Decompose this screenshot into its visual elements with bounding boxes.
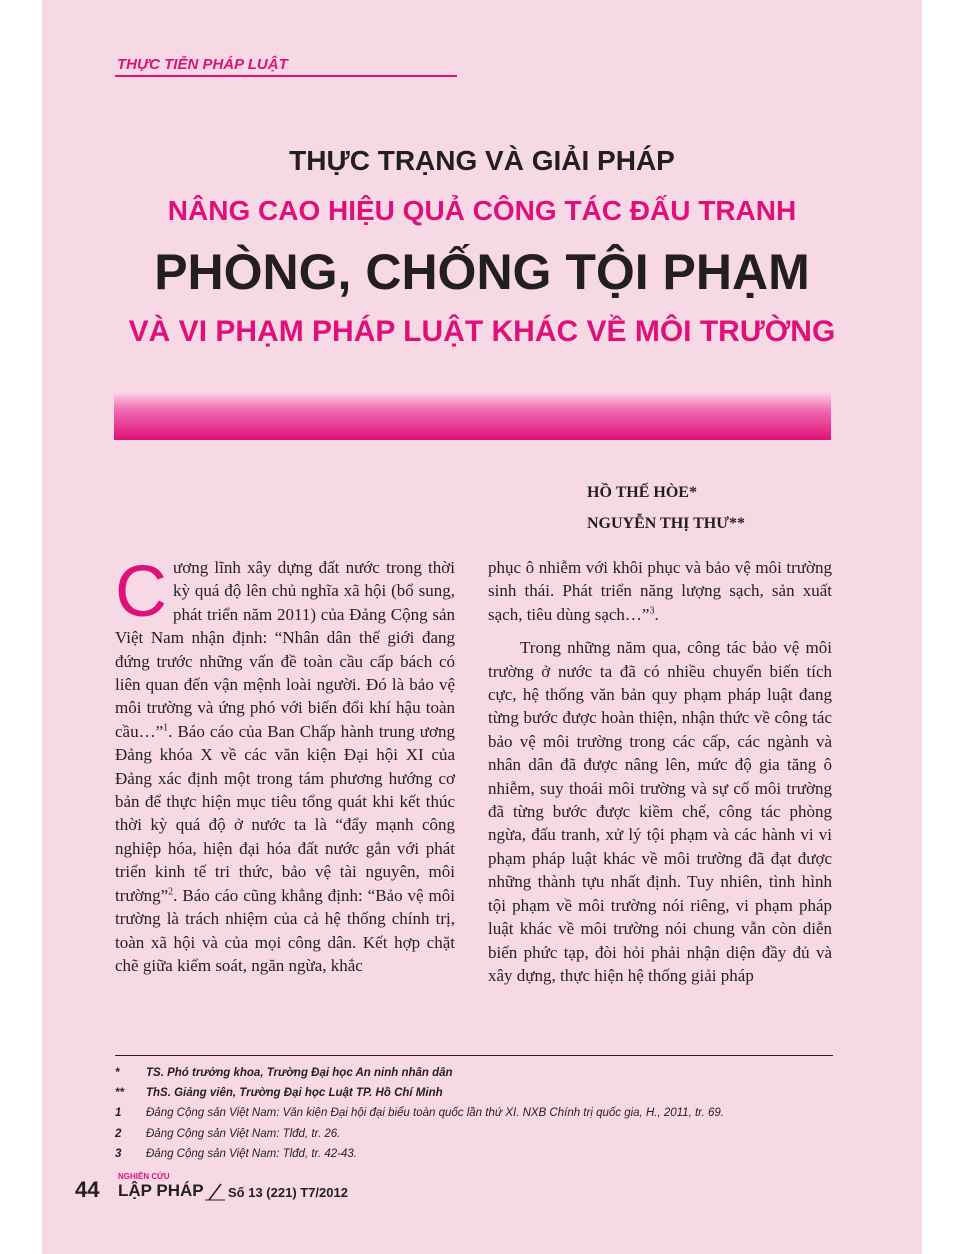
- body-column-right: [488, 556, 832, 987]
- title-line-3: PHÒNG, CHỐNG TỘI PHẠM: [154, 244, 810, 300]
- footnote-mark: 1: [115, 1107, 122, 1119]
- paragraph-intro: [115, 552, 455, 977]
- footnote-ref-2[interactable]: 2: [168, 886, 174, 898]
- title-line-4: VÀ VI PHẠM PHÁP LUẬT KHÁC VỀ MÔI TRƯỜNG: [128, 315, 836, 348]
- paragraph-text: ương lĩnh xây dựng đất nước trong thời kỳ quá độ lên chủ nghĩa xã hội (bổ sung, phát triển năm 2011) của Đảng Cộng sản Việt Nam nhận định: “Nhân dân thế giới đang đứng trước những vấn đề toàn cầu cấp bách có liên quan đến vận mệnh loài người. Đó là bảo vệ môi trường và ứng phó với biến đổi khí hậu toàn cầu…”: [115, 558, 455, 741]
- footnote-3: [115, 1107, 724, 1119]
- section-label: THỰC TIỄN PHÁP LUẬT: [117, 56, 288, 73]
- logo-top-text: NGHIÊN CỨU: [118, 1172, 170, 1181]
- footnote-rule: [115, 1055, 833, 1056]
- footnote-mark: 2: [115, 1128, 122, 1140]
- paragraph-text: .: [654, 604, 659, 624]
- paragraph-2: Trong những năm qua, công tác bảo vệ môi trường ở nước ta đã có nhiều chuyển biến tích cực, hệ thống văn bản quy phạm pháp luật đang từng bước được hoàn thiện, nhận thức về công tác bảo vệ môi trường trong các cấp, các ngành và nhân dân đã được nâng lên, mức độ gia tăng ô nhiễm, suy thoái môi trường và sự cố môi trường đã từng bước được kiềm chế, công tác phòng ngừa, đấu tranh, xử lý tội phạm và các hành vi vi phạm pháp luật khác về môi trường đã đạt được những thành tựu nhất định. Tuy nhiên, tình hình tội phạm về môi trường nói riêng, vi phạm pháp luật khác về môi trường nói chung vẫn còn diễn biến phức tạp, đòi hỏi phải nhận diện đầy đủ và xây dựng, thực hiện hệ thống giải pháp: [488, 638, 832, 985]
- title-gradient-band: [114, 390, 831, 440]
- footnote-mark: **: [115, 1087, 124, 1099]
- journal-logo: [118, 1172, 212, 1206]
- paragraph-continued: [488, 556, 832, 626]
- footnote-5: [115, 1148, 357, 1160]
- section-rule: [115, 75, 457, 77]
- footnote-text: Đảng Cộng sản Việt Nam: Tlđd, tr. 26.: [146, 1128, 341, 1140]
- footnote-1: [115, 1067, 453, 1079]
- footnote-mark: *: [115, 1067, 120, 1079]
- footnote-text: TS. Phó trưởng khoa, Trường Đại học An ninh nhân dân: [146, 1067, 453, 1079]
- footnote-2: [115, 1087, 443, 1099]
- slash-divider-icon: [205, 1182, 225, 1202]
- footnote-text: ThS. Giảng viên, Trường Đại học Luật TP. Hồ Chí Minh: [146, 1087, 443, 1099]
- footnote-mark: 3: [115, 1148, 122, 1160]
- drop-cap: C: [115, 552, 167, 632]
- title-line-2: NÂNG CAO HIỆU QUẢ CÔNG TÁC ĐẤU TRANH: [167, 195, 797, 226]
- footnote-text: Đảng Cộng sản Việt Nam: Tlđd, tr. 42-43.: [146, 1148, 357, 1160]
- author-1: HỒ THẾ HÒE*: [587, 484, 697, 501]
- paragraph-text: phục ô nhiễm với khôi phục và bảo vệ môi trường sinh thái. Phát triển năng lượng sạch, sản xuất sạch, tiêu dùng sạch…”: [488, 558, 832, 624]
- footnote-ref-3[interactable]: 3: [649, 605, 655, 617]
- author-2: NGUYỄN THỊ THƯ**: [587, 515, 745, 532]
- footnote-text: Đảng Cộng sản Việt Nam: Văn kiện Đại hội đại biểu toàn quốc lần thứ XI. NXB Chính trị quốc gia, H., 2011, tr. 69.: [146, 1107, 724, 1119]
- body-column-left: [115, 552, 455, 977]
- title-line-1: THỰC TRẠNG VÀ GIẢI PHÁP: [289, 145, 675, 176]
- footnote-4: [115, 1128, 340, 1140]
- logo-main-text: LẬP PHÁP: [118, 1181, 204, 1200]
- page-number: 44: [75, 1177, 100, 1202]
- issue-info: Số 13 (221) T7/2012: [228, 1185, 348, 1200]
- paragraph-text: . Báo cáo của Ban Chấp hành trung ương Đảng khóa X về các văn kiện Đại hội XI của Đảng xác định một trong tám phương hướng cơ bản để thực hiện mục tiêu tổng quát khi kết thúc thời kỳ quá độ ở nước ta là “đẩy mạnh công nghiệp hóa, hiện đại hóa đất nước gắn với phát triển kinh tế tri thức, bảo vệ tài nguyên, môi trường”: [115, 721, 455, 905]
- paragraph-text: . Báo cáo cũng khẳng định: “Bảo vệ môi trường là trách nhiệm của cả hệ thống chính trị, toàn xã hội và của mọi công dân. Kết hợp chặt chẽ giữa kiểm soát, ngăn ngừa, khắc: [115, 885, 455, 975]
- footnote-ref-1[interactable]: 1: [163, 722, 169, 734]
- page: [42, 0, 922, 1254]
